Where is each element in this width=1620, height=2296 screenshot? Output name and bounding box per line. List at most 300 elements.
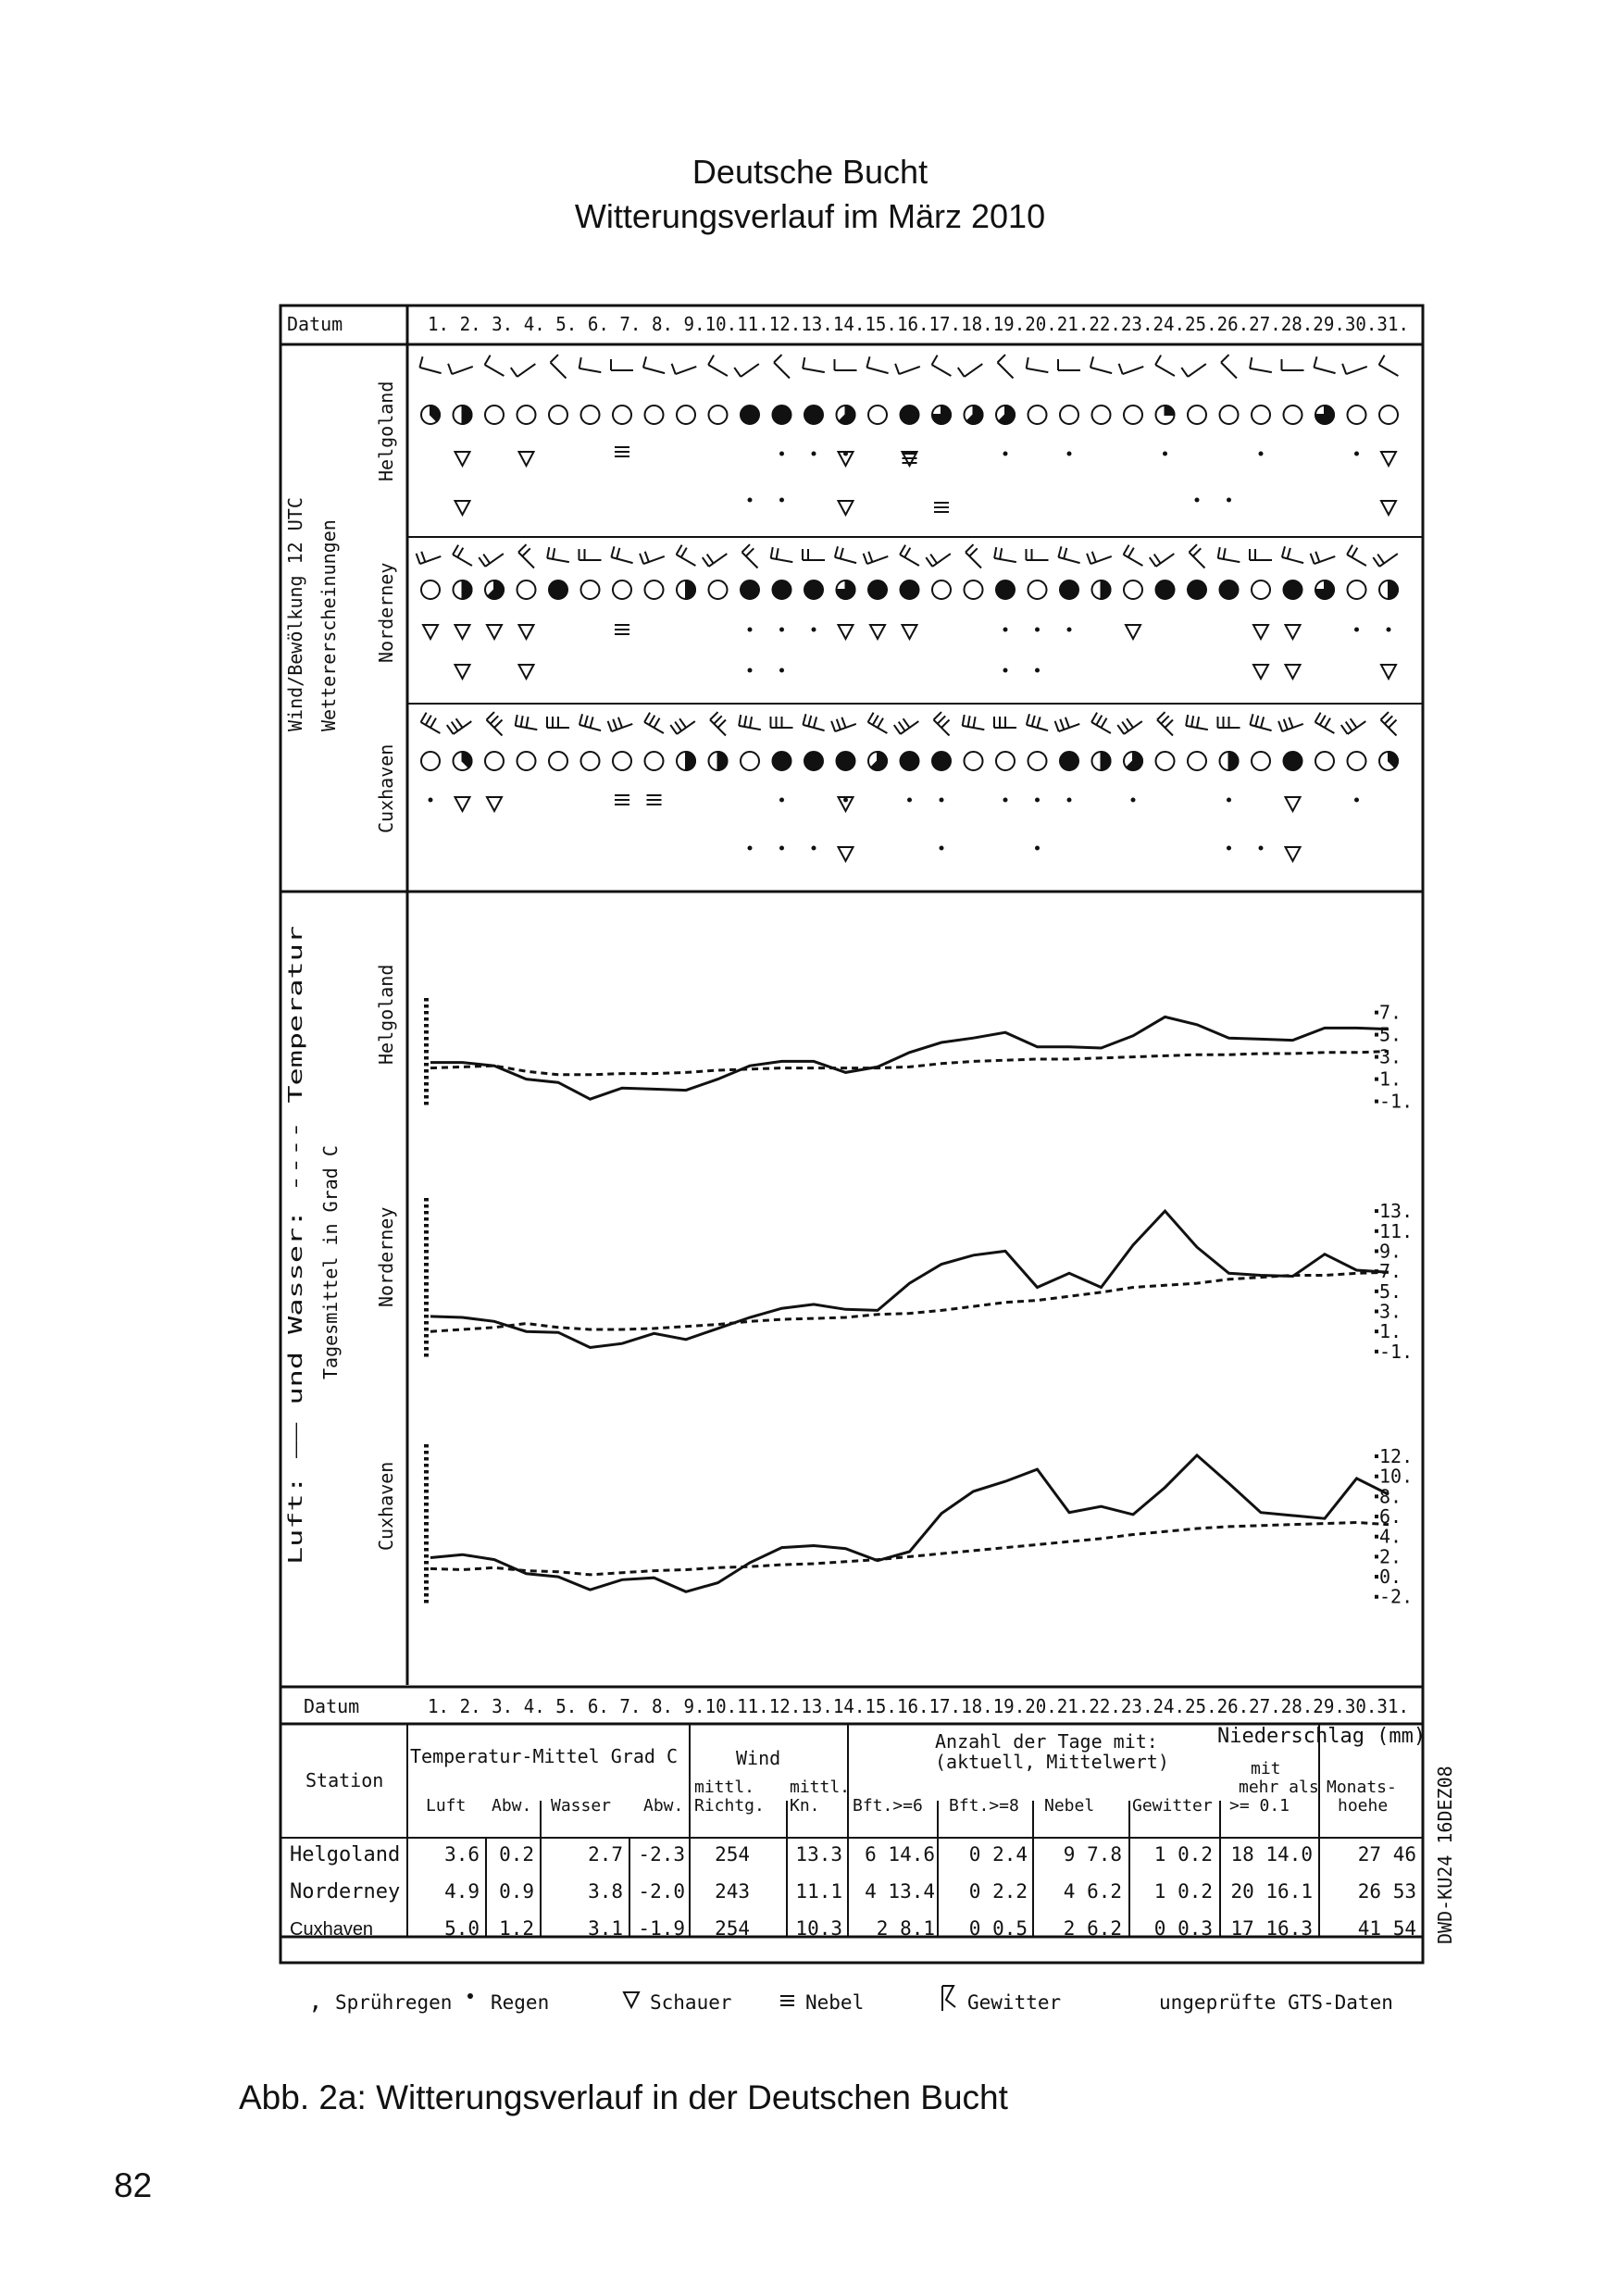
- axis-tick: [1375, 1595, 1378, 1599]
- rain-symbol: [429, 798, 433, 803]
- wind-barb: [926, 544, 951, 567]
- axis-dot-left: [424, 1217, 429, 1221]
- wind-barb: [868, 713, 893, 733]
- cloud-cover-symbol: [613, 752, 631, 770]
- axis-tick: [1375, 1575, 1378, 1578]
- rain-symbol: [1131, 798, 1136, 803]
- rain-symbol: [748, 846, 753, 851]
- cloud-cover-symbol: [1379, 580, 1398, 599]
- shower-symbol: [455, 665, 470, 679]
- wind-barb: [551, 355, 574, 378]
- table-header-mittl: mittl.: [694, 1778, 755, 1797]
- cloud-cover-symbol: [965, 752, 983, 770]
- axis-tick: [1375, 1535, 1378, 1539]
- cloud-cover-symbol: [1220, 580, 1239, 599]
- wind-barb: [708, 356, 733, 376]
- cloud-cover-symbol: [996, 580, 1015, 599]
- rain-symbol: [812, 628, 816, 632]
- table-cell: 1 0.2: [1153, 1843, 1213, 1866]
- water-temperature-line: [430, 1523, 1389, 1575]
- legend-shower-symbol: [624, 1992, 639, 2007]
- cloud-cover-symbol: [709, 406, 728, 424]
- shower-symbol: [903, 625, 917, 639]
- table-header-richtg: Richtg.: [694, 1796, 765, 1816]
- rain-symbol: [843, 798, 848, 803]
- wind-barb: [900, 545, 925, 566]
- axis-dot-left: [424, 1516, 429, 1519]
- wind-barb: [1027, 549, 1049, 560]
- cloud-cover-symbol: [1188, 752, 1206, 770]
- station-label-weather: Cuxhaven: [375, 743, 397, 833]
- wind-barb: [998, 355, 1021, 378]
- cloud-cover-symbol: [645, 580, 664, 599]
- cloud-cover-symbol: [741, 752, 759, 770]
- cloud-cover-symbol: [1252, 580, 1270, 599]
- cloud-cover-symbol: [677, 406, 695, 424]
- wind-barb: [739, 715, 763, 730]
- wind-barb: [1347, 545, 1372, 566]
- cloud-cover-symbol: [1379, 752, 1398, 770]
- shower-symbol: [1126, 625, 1140, 639]
- cloud-cover-symbol: [1348, 752, 1366, 770]
- wind-barb: [487, 712, 510, 735]
- axis-tick: [1375, 1033, 1378, 1037]
- rain-symbol: [940, 798, 944, 803]
- cloud-cover-symbol: [613, 406, 631, 424]
- shower-symbol: [519, 452, 534, 466]
- table-cell: 4.9: [444, 1880, 480, 1903]
- cloud-cover-symbol: [645, 406, 664, 424]
- wind-barb: [1250, 357, 1274, 372]
- axis-dot-left: [424, 1089, 429, 1092]
- cloud-cover-symbol: [1092, 580, 1111, 599]
- shower-symbol: [1381, 501, 1396, 515]
- rain-symbol: [812, 452, 816, 456]
- station-label-weather: Helgoland: [375, 381, 397, 481]
- y-tick-label: -1.: [1379, 1340, 1414, 1363]
- y-tick-label: 12.: [1379, 1445, 1414, 1468]
- cloud-cover-symbol: [1315, 406, 1334, 424]
- axis-dot-left: [424, 1554, 429, 1558]
- cloud-cover-symbol: [1124, 406, 1142, 424]
- y-tick-label: 8.: [1379, 1485, 1402, 1508]
- cloud-cover-symbol: [485, 580, 504, 599]
- wind-barb: [417, 546, 442, 564]
- rain-symbol: [1354, 628, 1359, 632]
- cloud-cover-symbol: [1315, 752, 1334, 770]
- axis-dot-left: [424, 1587, 429, 1591]
- cloud-cover-symbol: [517, 406, 536, 424]
- wind-barb: [1250, 549, 1272, 560]
- axis-dot-left: [424, 1030, 429, 1034]
- axis-dot-left: [424, 1354, 429, 1357]
- axis-dot-left: [424, 1529, 429, 1532]
- cloud-cover-symbol: [741, 580, 759, 599]
- table-cell: 3.8: [588, 1880, 623, 1903]
- cloud-cover-symbol: [773, 752, 791, 770]
- wind-barb: [1058, 546, 1082, 563]
- table-header-monats: Monats-: [1327, 1778, 1397, 1797]
- wind-barb: [1250, 714, 1274, 730]
- rain-symbol: [1387, 628, 1391, 632]
- wind-barb: [611, 546, 635, 563]
- cloud-cover-symbol: [773, 406, 791, 424]
- cloud-cover-symbol: [1092, 752, 1111, 770]
- shower-symbol: [1253, 625, 1268, 639]
- y-tick-label: 6.: [1379, 1505, 1402, 1529]
- axis-tick: [1375, 1309, 1378, 1313]
- axis-dot-left: [424, 1328, 429, 1331]
- wind-barb: [958, 355, 983, 377]
- axis-dot-left: [424, 1561, 429, 1565]
- y-tick-label: 1.: [1379, 1067, 1402, 1091]
- table-header-days: Anzahl der Tage mit:: [935, 1730, 1158, 1753]
- shower-symbol: [1286, 665, 1301, 679]
- wind-barb: [419, 356, 443, 373]
- table-header-station: Station: [305, 1769, 384, 1791]
- table-cell: 3.6: [444, 1843, 480, 1866]
- table-header-days-2: (aktuell, Mittelwert): [935, 1751, 1169, 1773]
- shower-symbol: [455, 625, 470, 639]
- axis-dot-left: [424, 1580, 429, 1584]
- station-label-temperature: Helgoland: [375, 964, 397, 1065]
- table-station-name: Cuxhaven: [290, 1919, 374, 1940]
- shower-symbol: [1286, 625, 1301, 639]
- wind-barb: [771, 547, 795, 562]
- cloud-cover-symbol: [1092, 406, 1111, 424]
- cloud-cover-symbol: [1252, 406, 1270, 424]
- wind-barb: [1058, 359, 1080, 370]
- table-cell: 17 16.3: [1230, 1917, 1313, 1940]
- axis-dot-left: [424, 1341, 429, 1344]
- wind-barb: [1157, 712, 1180, 735]
- axis-dot-left: [424, 1230, 429, 1234]
- table-station-name: Norderney: [290, 1880, 401, 1903]
- axis-dot-left: [424, 1256, 429, 1260]
- wind-barb: [1087, 546, 1112, 564]
- wind-barb: [1373, 544, 1398, 567]
- rain-symbol: [1067, 628, 1072, 632]
- page-title: Deutsche Bucht: [692, 153, 928, 191]
- table-header-mittl-kn: mittl.: [790, 1778, 851, 1797]
- wind-barb: [640, 546, 665, 564]
- wind-barb: [1155, 356, 1180, 376]
- table-cell: 3.1: [588, 1917, 623, 1940]
- axis-dot-left: [424, 1282, 429, 1286]
- axis-dot-left: [424, 1082, 429, 1086]
- table-cell: 9 7.8: [1063, 1843, 1122, 1866]
- cloud-cover-symbol: [485, 406, 504, 424]
- wind-barb: [1221, 355, 1244, 378]
- axis-tick: [1375, 1078, 1378, 1081]
- shower-symbol: [423, 625, 438, 639]
- axis-dot-left: [424, 1496, 429, 1500]
- shower-symbol: [839, 847, 854, 861]
- water-temperature-line: [430, 1272, 1389, 1331]
- axis-dot-left: [424, 1541, 429, 1545]
- wind-barb: [485, 356, 510, 376]
- table-cell: -2.0: [638, 1880, 685, 1903]
- axis-tick: [1375, 1515, 1378, 1518]
- cloud-cover-symbol: [996, 406, 1015, 424]
- cloud-cover-symbol: [932, 406, 951, 424]
- table-cell: 0.2: [499, 1843, 534, 1866]
- rain-symbol: [940, 846, 944, 851]
- cloud-cover-symbol: [613, 580, 631, 599]
- rain-symbol: [1003, 668, 1008, 673]
- axis-dot-left: [424, 1308, 429, 1312]
- axis-dot-left: [424, 1457, 429, 1461]
- rain-symbol: [748, 498, 753, 503]
- axis-tick: [1375, 1290, 1378, 1293]
- axis-dot-left: [424, 1011, 429, 1015]
- y-tick-label: 7.: [1379, 1260, 1402, 1283]
- table-cell: 10.3: [795, 1917, 842, 1940]
- wind-barb: [895, 356, 920, 374]
- wind-barb: [1278, 714, 1303, 731]
- wind-barb: [1055, 714, 1080, 731]
- table-col-header: Bft.>=8: [949, 1796, 1019, 1816]
- y-tick-label: 5.: [1379, 1279, 1402, 1303]
- wind-barb: [670, 712, 695, 734]
- wind-barb: [1218, 547, 1242, 562]
- axis-dot-left: [424, 1056, 429, 1060]
- cloud-cover-symbol: [421, 580, 440, 599]
- cloud-cover-symbol: [804, 406, 823, 424]
- table-cell: -1.9: [638, 1917, 685, 1940]
- axis-tick: [1375, 1229, 1378, 1233]
- shower-symbol: [1381, 452, 1396, 466]
- table-header-temp: Temperatur-Mittel Grad C: [410, 1745, 678, 1767]
- cloud-cover-symbol: [901, 580, 919, 599]
- table-cell: 254: [715, 1917, 750, 1940]
- cloud-cover-symbol: [868, 580, 887, 599]
- shower-symbol: [1286, 797, 1301, 811]
- table-cell: 1.2: [499, 1917, 534, 1940]
- rain-symbol: [1035, 628, 1040, 632]
- page-subtitle: Witterungsverlauf im März 2010: [574, 197, 1046, 235]
- table-header-precip: Niederschlag (mm): [1217, 1725, 1427, 1748]
- wind-barb: [421, 713, 446, 733]
- y-tick-label: 9.: [1379, 1240, 1402, 1263]
- wind-barb: [932, 356, 957, 376]
- wind-barb: [1091, 713, 1116, 733]
- wind-barb: [611, 359, 633, 370]
- wind-barb: [518, 544, 542, 568]
- axis-tick: [1375, 1350, 1378, 1354]
- cloud-cover-symbol: [709, 580, 728, 599]
- y-tick-label: 0.: [1379, 1566, 1402, 1589]
- cloud-cover-symbol: [965, 406, 983, 424]
- rain-symbol: [1227, 798, 1231, 803]
- cloud-cover-symbol: [709, 752, 728, 770]
- table-station-name: Helgoland: [290, 1843, 401, 1866]
- table-cell: 4 6.2: [1063, 1880, 1122, 1903]
- rain-symbol: [1259, 846, 1264, 851]
- cloud-cover-symbol: [1156, 752, 1175, 770]
- page-number: 82: [114, 2166, 153, 2204]
- axis-dot-left: [424, 1204, 429, 1208]
- rain-symbol: [1003, 798, 1008, 803]
- table-cell: 2 8.1: [876, 1917, 935, 1940]
- axis-dot-left: [424, 1574, 429, 1578]
- rain-symbol: [1195, 498, 1200, 503]
- cloud-cover-symbol: [1124, 580, 1142, 599]
- table-header-mehr-als: mehr als: [1239, 1778, 1319, 1797]
- axis-dot-left: [424, 1095, 429, 1099]
- wind-barb: [894, 712, 919, 734]
- rain-symbol: [779, 498, 784, 503]
- wind-barb: [742, 544, 766, 568]
- y-tick-label: 7.: [1379, 1001, 1402, 1024]
- axis-dot-left: [424, 1276, 429, 1279]
- axis-dot-left: [424, 1522, 429, 1526]
- cloud-cover-symbol: [1252, 752, 1270, 770]
- rain-symbol: [748, 628, 753, 632]
- wind-barb: [479, 544, 504, 567]
- axis-dot-left: [424, 1490, 429, 1493]
- y-tick-label: 11.: [1379, 1219, 1414, 1242]
- y-tick-label: 3.: [1379, 1045, 1402, 1068]
- cloud-cover-symbol: [932, 580, 951, 599]
- table-cell: -2.3: [638, 1843, 685, 1866]
- axis-dot-left: [424, 1050, 429, 1054]
- axis-dot-left: [424, 1269, 429, 1273]
- wind-barb: [579, 714, 604, 730]
- table-cell: 2.7: [588, 1843, 623, 1866]
- legend-note: ungeprüfte GTS-Daten: [1159, 1991, 1393, 2014]
- cloud-cover-symbol: [1188, 406, 1206, 424]
- cloud-cover-symbol: [549, 752, 567, 770]
- wind-barb: [864, 546, 889, 564]
- wind-barb: [1124, 545, 1149, 566]
- wind-barb: [1341, 712, 1366, 734]
- wind-barb: [677, 545, 702, 566]
- table-col-header: Abw.: [643, 1796, 684, 1816]
- station-label-weather: Norderney: [375, 562, 397, 663]
- shower-symbol: [870, 625, 885, 639]
- axis-tick: [1375, 1209, 1378, 1213]
- day-numbers-top: 1. 2. 3. 4. 5. 6. 7. 8. 9.10.11.12.13.14.15.16.17.18.19.20.21.22.23.24.25.26.27.28.29.30.31.: [428, 313, 1409, 335]
- wind-barb: [1190, 544, 1213, 568]
- cloud-cover-symbol: [1060, 580, 1078, 599]
- wind-barb: [1027, 714, 1051, 730]
- temperature-side-label-2: Tagesmittel in Grad C: [319, 1145, 342, 1379]
- cloud-cover-symbol: [485, 752, 504, 770]
- cloud-cover-symbol: [1348, 406, 1366, 424]
- axis-dot-left: [424, 1535, 429, 1539]
- data-stamp: DWD-KU24 16DEZ08: [1434, 1766, 1456, 1944]
- wind-barb: [1282, 359, 1304, 370]
- cloud-cover-symbol: [421, 752, 440, 770]
- axis-dot-left: [424, 1503, 429, 1506]
- table-header-ge01: >= 0.1: [1229, 1796, 1290, 1816]
- wind-barb: [734, 355, 759, 377]
- cloud-cover-symbol: [804, 752, 823, 770]
- rain-symbol: [843, 452, 848, 456]
- table-cell: 2 6.2: [1063, 1917, 1122, 1940]
- wind-barb: [1027, 357, 1051, 372]
- wind-barb: [1150, 544, 1175, 567]
- axis-dot-left: [424, 1250, 429, 1254]
- table-cell: 0 0.3: [1153, 1917, 1213, 1940]
- wind-barb: [994, 547, 1018, 562]
- axis-tick: [1375, 1454, 1378, 1458]
- weather-side-label: Wind/Bewölkung 12 UTC: [284, 497, 306, 731]
- shower-symbol: [487, 797, 502, 811]
- y-tick-label: 10.: [1379, 1465, 1414, 1488]
- cloud-cover-symbol: [581, 406, 600, 424]
- axis-dot-left: [424, 1302, 429, 1305]
- cloud-cover-symbol: [1028, 580, 1047, 599]
- wind-barb: [1311, 546, 1336, 564]
- wind-barb: [963, 715, 987, 730]
- axis-dot-left: [424, 1043, 429, 1047]
- legend-drizzle-symbol: ,: [308, 1988, 323, 2015]
- table-cell: 0.9: [499, 1880, 534, 1903]
- wind-barb: [710, 712, 733, 735]
- cloud-cover-symbol: [965, 580, 983, 599]
- y-tick-label: 5.: [1379, 1023, 1402, 1046]
- cloud-cover-symbol: [901, 406, 919, 424]
- wind-barb: [608, 714, 633, 731]
- axis-dot-left: [424, 1483, 429, 1487]
- wind-barb: [672, 356, 697, 374]
- figure-text-layer: [284, 313, 1409, 1717]
- y-tick-label: 4.: [1379, 1525, 1402, 1548]
- wind-barb: [1186, 715, 1210, 730]
- temperature-side-label: Luft: —— und Wasser: ---- Temperatur: [284, 1163, 306, 1565]
- axis-dot-left: [424, 1263, 429, 1267]
- wind-barb: [547, 547, 571, 562]
- air-temperature-line: [430, 1455, 1389, 1591]
- rain-symbol: [1163, 452, 1167, 456]
- axis-tick: [1375, 1329, 1378, 1333]
- table-cell: 254: [715, 1843, 750, 1866]
- table-header-hoehe: hoehe: [1338, 1796, 1389, 1816]
- axis-dot-left: [424, 1347, 429, 1351]
- wind-barb: [966, 544, 989, 568]
- cloud-cover-symbol: [645, 752, 664, 770]
- axis-dot-left: [424, 1477, 429, 1480]
- axis-tick: [1375, 1100, 1378, 1104]
- wind-barb: [1342, 356, 1367, 374]
- legend-thunder-symbol: [942, 1986, 955, 2011]
- y-tick-label: -2.: [1379, 1585, 1414, 1608]
- wind-barb: [774, 355, 797, 378]
- wind-barb: [547, 717, 569, 728]
- table-cell: 0 2.4: [968, 1843, 1028, 1866]
- axis-dot-left: [424, 1593, 429, 1597]
- table-cell: 41 54: [1357, 1917, 1416, 1940]
- axis-dot-left: [424, 1321, 429, 1325]
- axis-dot-left: [424, 1017, 429, 1021]
- rain-symbol: [1067, 452, 1072, 456]
- wind-barb: [866, 356, 891, 373]
- cloud-cover-symbol: [901, 752, 919, 770]
- cloud-cover-symbol: [1284, 406, 1302, 424]
- axis-dot-left: [424, 1237, 429, 1241]
- axis-tick: [1375, 1494, 1378, 1498]
- axis-dot-left: [424, 998, 429, 1002]
- datum-label-top: Datum: [287, 313, 343, 335]
- cloud-cover-symbol: [517, 752, 536, 770]
- wind-barb: [1282, 546, 1306, 563]
- air-temperature-line: [430, 1017, 1389, 1099]
- shower-symbol: [519, 625, 534, 639]
- y-tick-label: 3.: [1379, 1300, 1402, 1323]
- axis-dot-left: [424, 1243, 429, 1247]
